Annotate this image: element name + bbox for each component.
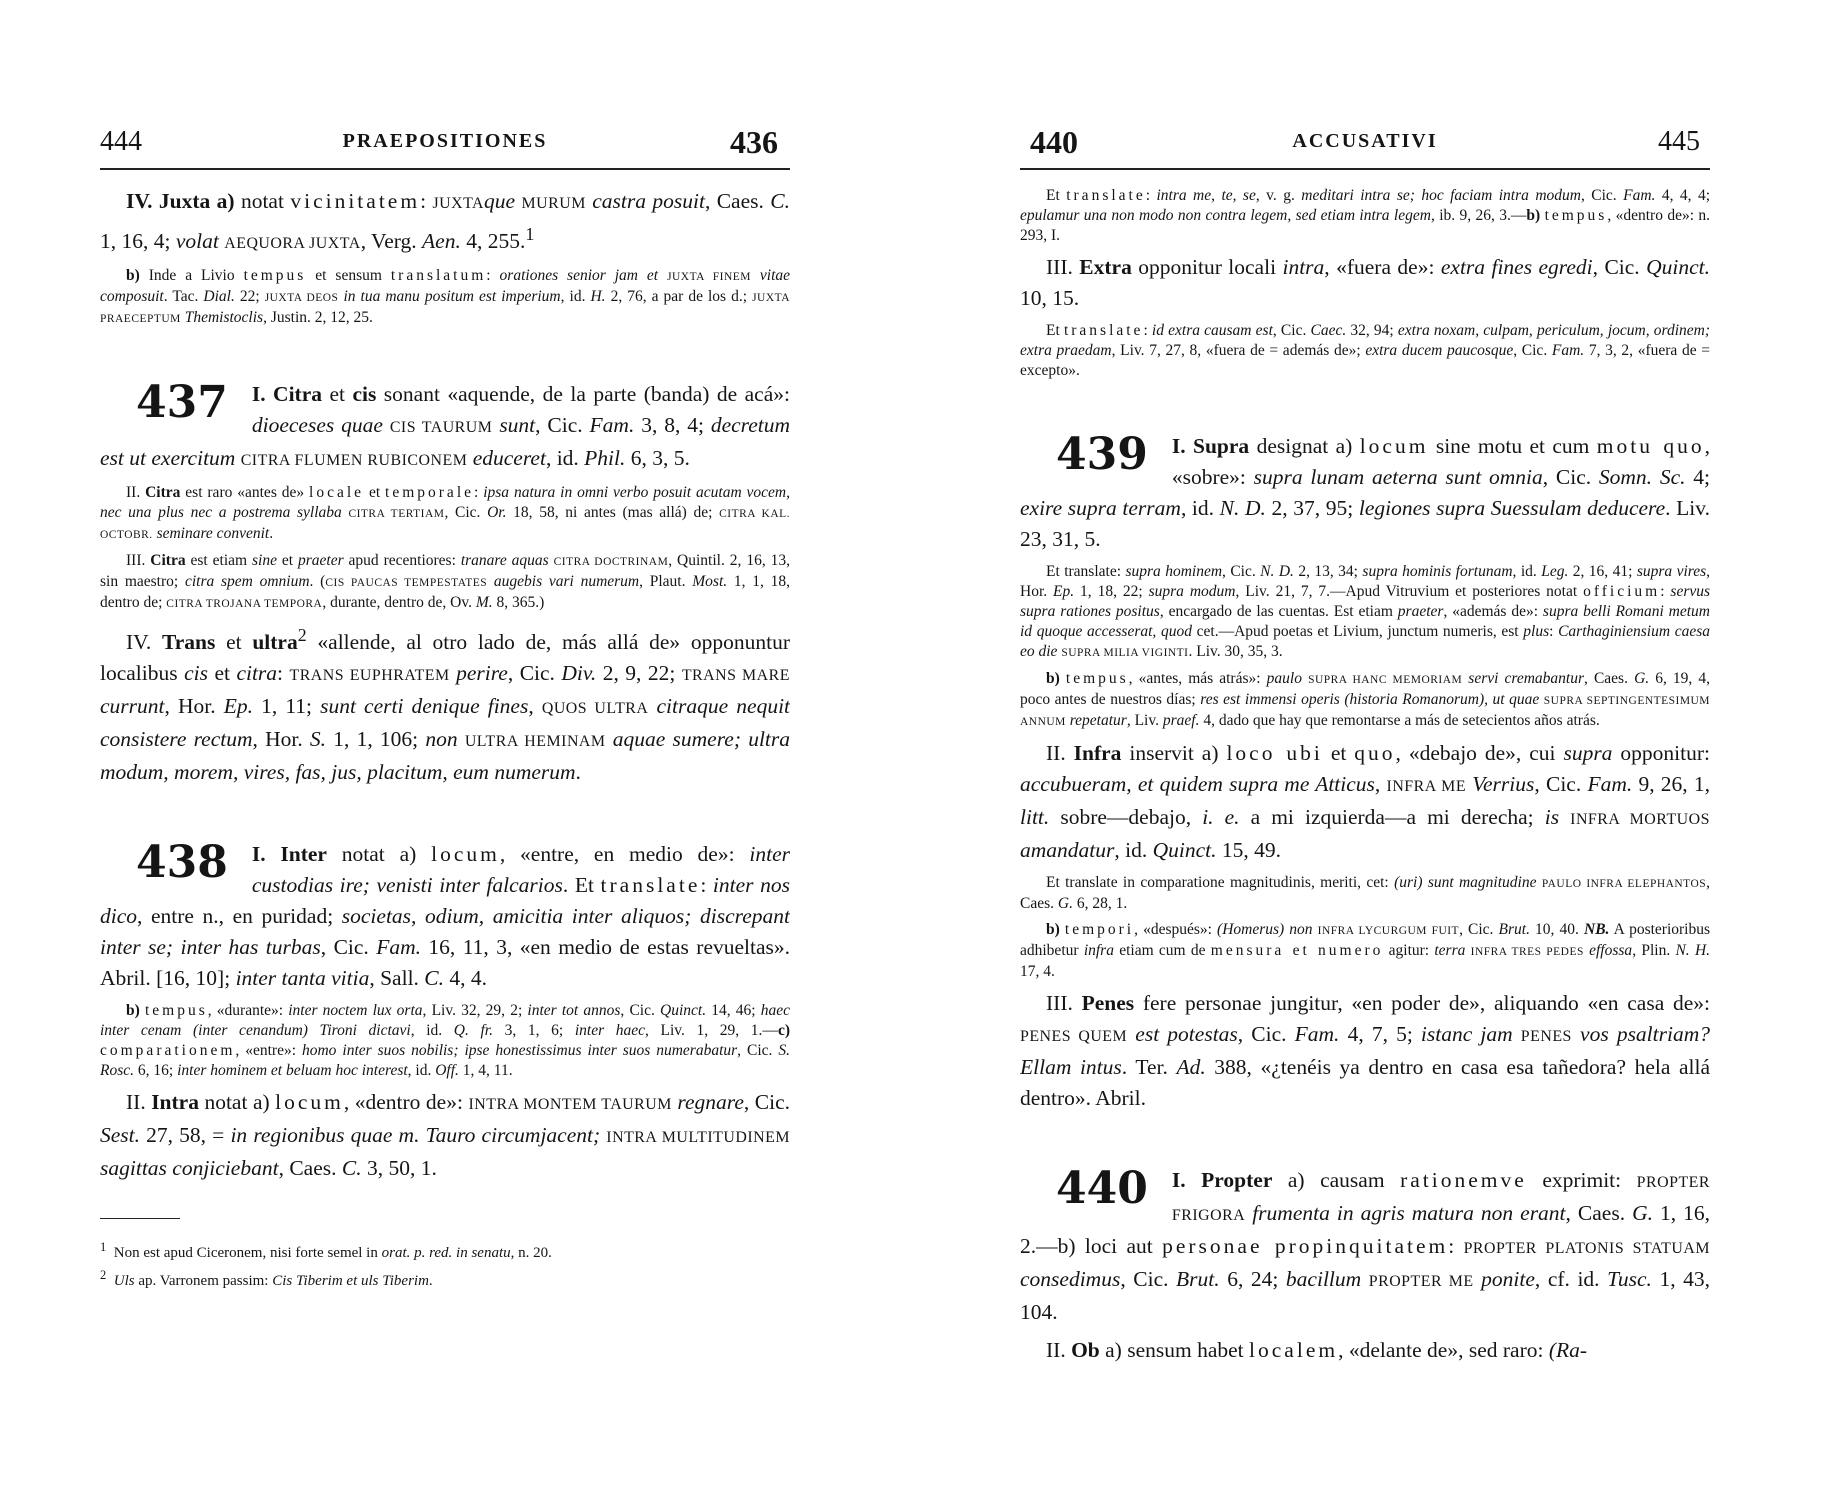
section-gap	[100, 795, 790, 839]
note-paragraph: b) Inde a Livio tempus et sensum translatum: orationes senior jam et JUXTA FINEM vitae composuit. Tac. Dial. 22; JUXTA DEOS in tua manu positum est imperium, id. H. 2, 76, a par de los d.; JUXTA PRAECEPTUM Themistoclis, Justin. 2, 12, 25.	[100, 267, 790, 327]
left-page	[100, 120, 790, 1410]
text-paragraph: II. Intra notat a) locum, «dentro de»: INTRA MONTEM TAURUM regnare, Cic. Sest. 27, 58, = in regionibus quae m. Tauro circumjacent; INTRA MULTITUDINEM sagittas conjiciebant, Caes. C. 3, 50, 1.	[100, 1090, 790, 1181]
note-paragraph: Et translate: supra hominem, Cic. N. D. 2, 13, 34; supra hominis fortunam, id. Leg. 2, 16, 41; supra vires, Hor. Ep. 1, 18, 22; supra modum, Liv. 21, 7, 7.—Apud Vitruvium et posteriores notat officium: servus supra rationes positus, encargado de las cuentas. Est etiam praeter, «además de»: supra belli Romani metum id quoque accesserat, quod cet.—Apud poetas et Livium, junctum numeris, est plus: Carthaginiensium caesa eo die SUPRA MILIA VIGINTI. Liv. 30, 35, 3.	[1020, 563, 1710, 660]
footnote: $^2$ Uls ap. Varronem passim: Cis Tiberim et uls Tiberim.	[100, 1268, 433, 1290]
page-header	[100, 120, 790, 170]
note-paragraph: Et translate: intra me, te, se, v. g. meditari intra se; hoc faciam intra modum, Cic. Fam. 4, 4, 4; epulamur una non modo non contra legem, sed etiam intra legem, ib. 9, 26, 3.—b) tempus, «dentro de»: n. 293, I.	[1020, 187, 1710, 244]
section-number: 439	[1056, 429, 1148, 480]
page-header	[1020, 120, 1710, 170]
right-page	[1020, 120, 1710, 1410]
note-paragraph: Et translate: id extra causam est, Cic. Caec. 32, 94; extra noxam, culpam, periculum, jocum, ordinem; extra praedam, Liv. 7, 27, 8, «fuera de = además de»; extra ducem paucosque, Cic. Fam. 7, 3, 2, «fuera de = excepto».	[1020, 322, 1710, 379]
note-paragraph: b) tempus, «durante»: inter noctem lux orta, Liv. 32, 29, 2; inter tot annos, Cic. Quinct. 14, 46; haec inter cenam (inter cenandum) Tironi dictavi, id. Q. fr. 3, 1, 6; inter haec, Liv. 1, 29, 1.—c) comparationem, «entre»: homo inter suos nobilis; ipse honestissimus inter suos numerabatur, Cic. S. Rosc. 6, 16; inter hominem et beluam hoc interest, id. Off. 1, 4, 11.	[100, 1002, 790, 1080]
page-number: 444	[100, 126, 142, 157]
note-paragraph: Et translate in comparatione magnitudinis, meriti, cet: (uri) sunt magnitudine PAULO INFRA ELEPHANTOS, Caes. G. 6, 28, 1.	[1020, 874, 1710, 912]
section-gap	[1020, 387, 1710, 431]
note-paragraph: b) tempori, «después»: (Homerus) non INFRA LYCURGUM FUIT, Cic. Brut. 10, 40. NB. A posterioribus adhibetur infra etiam cum de mensura et numero agitur: terra INFRA TRES PEDES effossa, Plin. N. H. 17, 4.	[1020, 921, 1710, 980]
footnote-rule	[100, 1218, 180, 1219]
text-paragraph: 439 I. Supra designat a) locum sine motu et cum motu quo, «sobre»: supra lunam aeterna sunt omnia, Cic. Somn. Sc. 4; exire supra terram, id. N. D. 2, 37, 95; legiones supra Suessulam deducere. Liv. 23, 31, 5.	[1020, 429, 1710, 551]
section-number: 440	[1056, 1163, 1148, 1214]
text-paragraph: 438 I. Inter notat a) locum, «entre, en medio de»: inter custodias ire; venisti inter falcarios. Et translate: inter nos dico, entre n., en puridad; societas, odium, amicitia inter aliquos; discrepant inter se; inter has turbas, Cic. Fam. 16, 11, 3, «en medio de estas revueltas». Abril. [16, 10]; inter tanta vitia, Sall. C. 4, 4.	[100, 837, 790, 991]
section-range: 436	[730, 124, 778, 160]
footnote: $^1$ Non est apud Ciceronem, nisi forte semel in orat. p. red. in senatu, n. 20.	[100, 1240, 552, 1262]
text-paragraph: III. Penes fere personae jungitur, «en poder de», aliquando «en casa de»: PENES QUEM est potestas, Cic. Fam. 4, 7, 5; istanc jam PENES vos psaltriam? Ellam intus. Ter. Ad. 388, «¿tenéis ya dentro en casa esa tañedora? hela allá dentro». Abril.	[1020, 991, 1710, 1110]
section-gap	[1020, 1121, 1710, 1165]
section-number: 437	[136, 377, 228, 429]
text-paragraph: 440 I. Propter a) causam rationemve exprimit: PROPTER FRIGORA frumenta in agris matura non erant, Caes. G. 1, 16, 2.—b) loci aut personae propinquitatem: PROPTER PLATONIS STATUAM consedimus, Cic. Brut. 6, 24; bacillum PROPTER ME ponite, cf. id. Tusc. 1, 43, 104.	[1020, 1163, 1710, 1324]
note-paragraph: b) tempus, «antes, más atrás»: paulo SUPRA HANC MEMORIAM servi cremabantur, Caes. G. 6, 19, 4, poco antes de nuestros días; res est immensi operis (historia Romanorum), ut quae SUPRA SEPTINGENTESIMUM ANNUM repetatur, Liv. praef. 4, dado que hay que remontarse a más de setecientos años atrás.	[1020, 670, 1710, 729]
page-body	[100, 186, 790, 1291]
page-body	[1020, 186, 1710, 1366]
section-number: 438	[136, 837, 228, 889]
section-gap	[100, 335, 790, 379]
text-paragraph: II. Infra inservit a) loco ubi et quo, «debajo de», cui supra opponitur: accubueram, et quidem supra me Atticus, INFRA ME Verrius, Cic. Fam. 9, 26, 1, litt. sobre—debajo, i. e. a mi izquierda—a mi derecha; is INFRA MORTUOS amandatur, id. Quinct. 15, 49.	[1020, 741, 1710, 862]
note-paragraph: III. Citra est etiam sine et praeter apud recentiores: tranare aquas CITRA DOCTRINAM, Quintil. 2, 16, 13, sin maestro; citra spem omnium. (CIS PAUCAS TEMPESTATES augebis vari numerum, Plaut. Most. 1, 1, 18, dentro de; CITRA TROJANA TEMPORA, durante, dentro de, Ov. M. 8, 365.)	[100, 552, 790, 612]
text-paragraph: IV. Trans et ultra$^2$ «allende, al otro lado de, más allá de» opponuntur localibus cis et citra: TRANS EUPHRATEM perire, Cic. Div. 2, 9, 22; TRANS MARE currunt, Hor. Ep. 1, 11; sunt certi denique fines, QUOS ULTRA citraque nequit consistere rectum, Hor. S. 1, 1, 106; non ULTRA HEMINAM aquae sumere; ultra modum, morem, vires, fas, jus, placitum, eum numerum.	[100, 625, 790, 785]
running-head: ACCUSATIVI	[1292, 130, 1438, 152]
running-head: PRAEPOSITIONES	[342, 130, 548, 152]
text-paragraph: IV. Juxta a) notat vicinitatem: JUXTAque MURUM castra posuit, Caes. C. 1, 16, 4; volat AEQUORA JUXTA, Verg. Aen. 4, 255.$^1$	[100, 189, 790, 254]
section-range: 440	[1030, 124, 1078, 160]
note-paragraph: II. Citra est raro «antes de» locale et temporale: ipsa natura in omni verbo posuit acutam vocem, nec una plus nec a postrema syllaba CITRA TERTIAM, Cic. Or. 18, 58, ni antes (mas allá) de; CITRA KAL. OCTOBR. seminare convenit.	[100, 484, 790, 543]
text-paragraph: II. Ob a) sensum habet localem, «delante de», sed raro: (Ra-	[1046, 1338, 1588, 1362]
page-number: 445	[1658, 126, 1700, 157]
text-paragraph: 437 I. Citra et cis sonant «aquende, de la parte (banda) de acá»: dioeceses quae CIS TAURUM sunt, Cic. Fam. 3, 8, 4; decretum est ut exercitum CITRA FLUMEN RUBICONEM educeret, id. Phil. 6, 3, 5.	[100, 377, 790, 471]
text-paragraph: III. Extra opponitur locali intra, «fuera de»: extra fines egredi, Cic. Quinct. 10, 15.	[1020, 255, 1710, 310]
